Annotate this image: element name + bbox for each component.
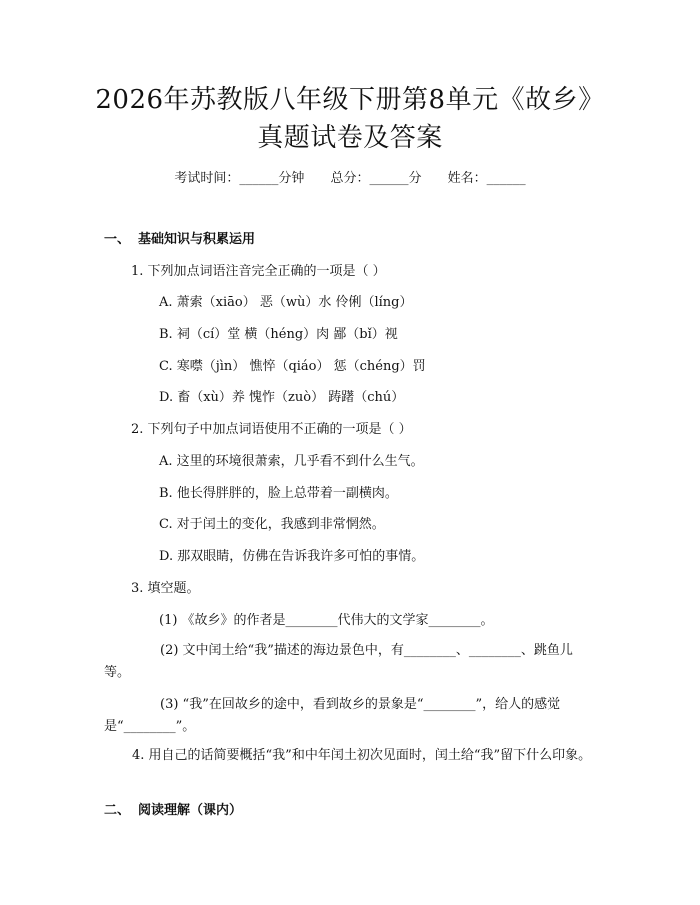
question-2-option-d: D. 那双眼睛，仿佛在告诉我许多可怕的事情。 bbox=[159, 549, 425, 564]
question-3-stem: 3. 填空题。 bbox=[131, 581, 200, 596]
document-title-line-1: 2026年苏教版八年级下册第8单元《故乡》 bbox=[95, 85, 605, 115]
exam-time-label: 考试时间：______分钟 bbox=[174, 171, 305, 186]
exam-meta bbox=[0, 170, 700, 188]
question-3-item-3: (3) “我”在回故乡的途中，看到故乡的景象是“________”，给人的感觉是“________”。 bbox=[104, 697, 561, 734]
section-number: 一、 bbox=[104, 232, 131, 247]
section-title: 阅读理解（课内） bbox=[138, 803, 243, 818]
question-3-item-1: (1) 《故乡》的作者是________代伟大的文学家________。 bbox=[159, 613, 494, 628]
question-2-option-a: A. 这里的环境很萧索，几乎看不到什么生气。 bbox=[159, 454, 424, 469]
section-heading-2 bbox=[104, 802, 242, 820]
question-4-stem: 4. 用自己的话简要概括“我”和中年闰土初次见面时，闰土给“我”留下什么印象。 bbox=[132, 748, 592, 763]
question-1-option-c: C. 寒噤（jìn） 憔悴（qiáo） 惩（chéng）罚 bbox=[159, 359, 426, 374]
section-heading-1 bbox=[104, 231, 255, 249]
question-2-option-b: B. 他长得胖胖的，脸上总带着一副横肉。 bbox=[159, 486, 398, 501]
total-score-label: 总分：______分 bbox=[330, 171, 422, 186]
question-1-stem: 1. 下列加点词语注音完全正确的一项是（ ） bbox=[131, 264, 386, 279]
section-number: 二、 bbox=[104, 803, 131, 818]
document-title-line-2: 真题试卷及答案 bbox=[257, 123, 443, 153]
question-1-option-d: D. 畜（xù）养 愧怍（zuò） 踌躇（chú） bbox=[159, 390, 405, 405]
question-1-option-a: A. 萧索（xiāo） 恶（wù）水 伶俐（líng） bbox=[159, 295, 413, 310]
student-name-label: 姓名：______ bbox=[447, 171, 526, 186]
question-1-option-b: B. 祠（cí）堂 横（héng）肉 鄙（bǐ）视 bbox=[159, 327, 398, 342]
question-2-stem: 2. 下列句子中加点词语使用不正确的一项是（ ） bbox=[131, 422, 412, 437]
section-title: 基础知识与积累运用 bbox=[138, 232, 256, 247]
question-3-item-2: (2) 文中闰土给“我”描述的海边景色中，有________、________、跳鱼儿等。 bbox=[104, 643, 573, 680]
question-2-option-c: C. 对于闰土的变化，我感到非常惘然。 bbox=[159, 517, 385, 532]
